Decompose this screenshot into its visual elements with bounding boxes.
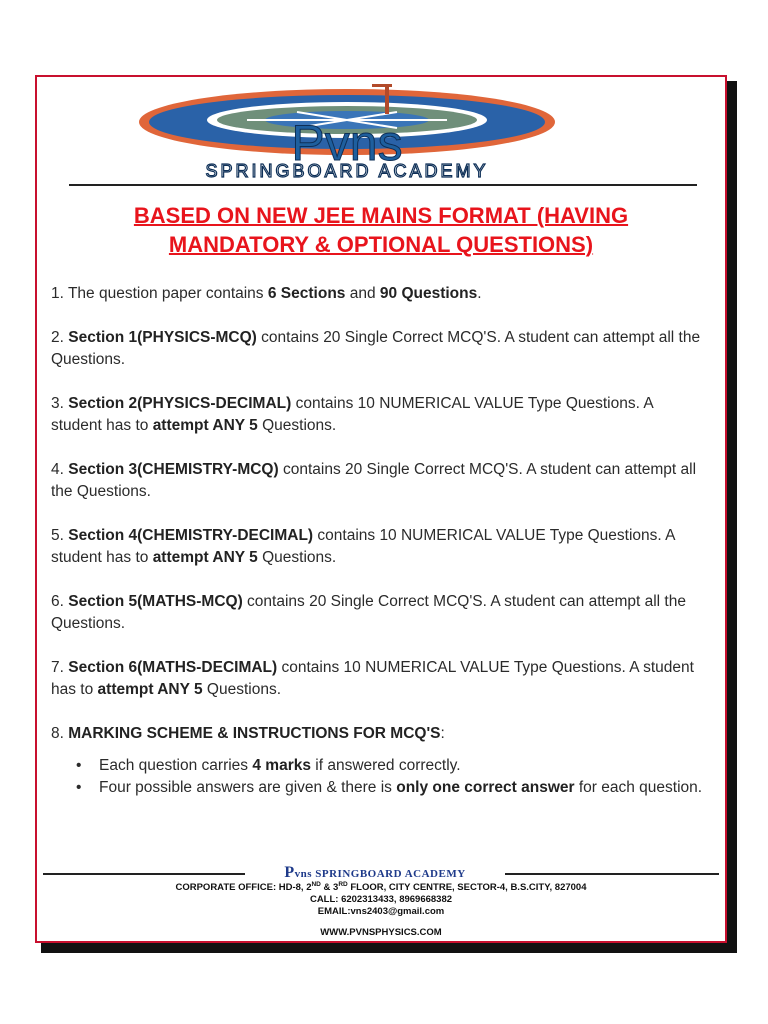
item-text: 7. [51, 659, 69, 676]
item-bold: attempt ANY 5 [97, 681, 203, 698]
bullet-icon: • [76, 779, 82, 796]
instruction-6 [51, 591, 705, 635]
item-text: 2. [51, 329, 69, 346]
item-text: Each question carries [99, 757, 253, 774]
item-bold: Section 1(PHYSICS-MCQ) [68, 329, 257, 346]
logo-brand: Pvns [291, 115, 403, 171]
item-text: contains 10 NUMERICAL VALUE Type Questions. A student has to [51, 395, 653, 434]
item-bold: Section 6(MATHS-DECIMAL) [68, 659, 278, 676]
item-bold: 90 Questions [379, 285, 478, 302]
footer-contact [37, 882, 725, 918]
instruction-2 [51, 327, 705, 371]
item-text: contains 20 Single Correct MCQ'S. A student can attempt all the Questions. [51, 461, 697, 500]
footer-divider-left [43, 873, 245, 875]
document-frame [35, 75, 727, 943]
footer-email: EMAIL:vns2403@gmail.com [317, 906, 445, 917]
title-line-1: BASED ON NEW JEE MAINS FORMAT (HAVING [133, 203, 629, 228]
item-text: 6. [51, 593, 69, 610]
academy-logo [137, 82, 637, 180]
item-text: Questions. [202, 681, 282, 698]
item-text: : [440, 725, 445, 742]
item-text: 1. The question paper contains [51, 285, 268, 302]
item-text: 4. [51, 461, 69, 478]
footer-brand [245, 864, 505, 882]
address-sup: ND [311, 880, 321, 888]
item-bold: attempt ANY 5 [152, 549, 258, 566]
instruction-4 [51, 459, 705, 503]
address-text: FLOOR, CITY CENTRE, SECTOR-4, B.S.CITY, 827004 [347, 882, 587, 893]
item-text: contains 20 Single Correct MCQ'S. A student can attempt all the Questions. [51, 329, 701, 368]
instruction-8 [51, 723, 705, 745]
item-bold: attempt ANY 5 [152, 417, 258, 434]
item-bold: Section 2(PHYSICS-DECIMAL) [68, 395, 292, 412]
item-text: contains 10 NUMERICAL VALUE Type Questions. A student has to [51, 527, 675, 566]
item-text: . [477, 285, 482, 302]
item-text: Four possible answers are given & there is [99, 779, 397, 796]
bullet-icon: • [76, 757, 82, 774]
item-text: for each question. [574, 779, 703, 796]
instruction-1 [51, 283, 705, 305]
item-text: contains 10 NUMERICAL VALUE Type Questions. A student has to [51, 659, 694, 698]
instruction-5 [51, 525, 705, 569]
item-text: contains 20 Single Correct MCQ'S. A student can attempt all the Questions. [51, 593, 686, 632]
bullet-item [76, 777, 705, 799]
footer-address [37, 882, 725, 894]
bullet-item [76, 755, 705, 777]
item-bold: Section 5(MATHS-MCQ) [68, 593, 243, 610]
footer-call: CALL: 6202313433, 8969668382 [309, 894, 453, 905]
title-line-2: MANDATORY & OPTIONAL QUESTIONS) [168, 232, 594, 257]
address-sup: RD [338, 880, 348, 888]
footer-brand-text: vns SPRINGBOARD ACADEMY [294, 868, 466, 880]
item-text: 5. [51, 527, 69, 544]
footer-website: WWW.PVNSPHYSICS.COM [320, 927, 442, 938]
item-bold: MARKING SCHEME & INSTRUCTIONS FOR MCQ'S [68, 725, 441, 742]
item-text: Questions. [257, 417, 337, 434]
page-title [37, 201, 725, 259]
logo-tagline: SPRINGBOARD ACADEMY [205, 161, 489, 180]
item-text: 3. [51, 395, 69, 412]
footer-brand-initial: P [284, 864, 295, 881]
marking-scheme-bullets [51, 755, 705, 799]
instructions-list [51, 283, 705, 799]
header-divider [69, 184, 697, 186]
item-text: 8. [51, 725, 69, 742]
footer-divider-right [505, 873, 719, 875]
item-bold: 4 marks [252, 757, 311, 774]
item-bold: Section 3(CHEMISTRY-MCQ) [68, 461, 279, 478]
item-bold: Section 4(CHEMISTRY-DECIMAL) [68, 527, 314, 544]
instruction-7 [51, 657, 705, 701]
instruction-3 [51, 393, 705, 437]
address-text: CORPORATE OFFICE: HD-8, 2 [175, 882, 312, 893]
item-text: and [345, 285, 380, 302]
item-bold: only one correct answer [396, 779, 575, 796]
address-text: & 3 [320, 882, 339, 893]
item-bold: 6 Sections [267, 285, 346, 302]
item-text: Questions. [257, 549, 337, 566]
item-text: if answered correctly. [310, 757, 461, 774]
